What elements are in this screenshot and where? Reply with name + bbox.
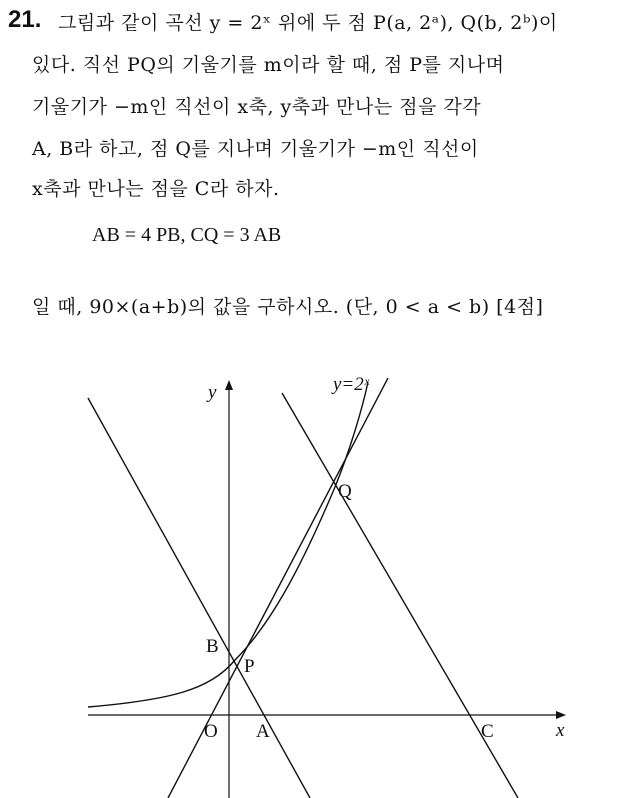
point-q-label: Q [338,481,352,502]
problem-line-4: A, B라 하고, 점 Q를 지나며 기울기가 −m인 직선이 [32,138,479,160]
point-c-label: C [481,721,494,742]
x-axis-arrow-icon [556,711,566,719]
exponential-curve [88,382,368,707]
problem-line-5: x축과 만나는 점을 C라 하자. [32,178,280,200]
point-p-label: P [244,656,255,677]
problem-line-2: 있다. 직선 PQ의 기울기를 m이라 할 때, 점 P를 지나며 [32,54,505,76]
line-pq [168,378,388,798]
point-a-label: A [256,721,270,742]
origin-label: O [204,721,218,742]
problem-question: 일 때, 90×(a+b)의 값을 구하시오. (단, 0 < a < b) [4점] [32,296,544,318]
x-axis-label: x [556,720,565,741]
y-axis-label: y [208,382,217,403]
problem-line-3: 기울기가 −m인 직선이 x축, y축과 만나는 점을 각각 [32,96,482,118]
problem-line-1: 그림과 같이 곡선 y = 2ˣ 위에 두 점 P(a, 2ᵃ), Q(b, 2ᵇ)이 [58,12,558,34]
problem-condition: AB = 4 PB, CQ = 3 AB [92,224,282,246]
problem-number: 21. [8,6,42,33]
point-b-label: B [206,636,219,657]
y-axis-arrow-icon [225,380,233,390]
curve-label: y=2ˣ [333,374,370,395]
